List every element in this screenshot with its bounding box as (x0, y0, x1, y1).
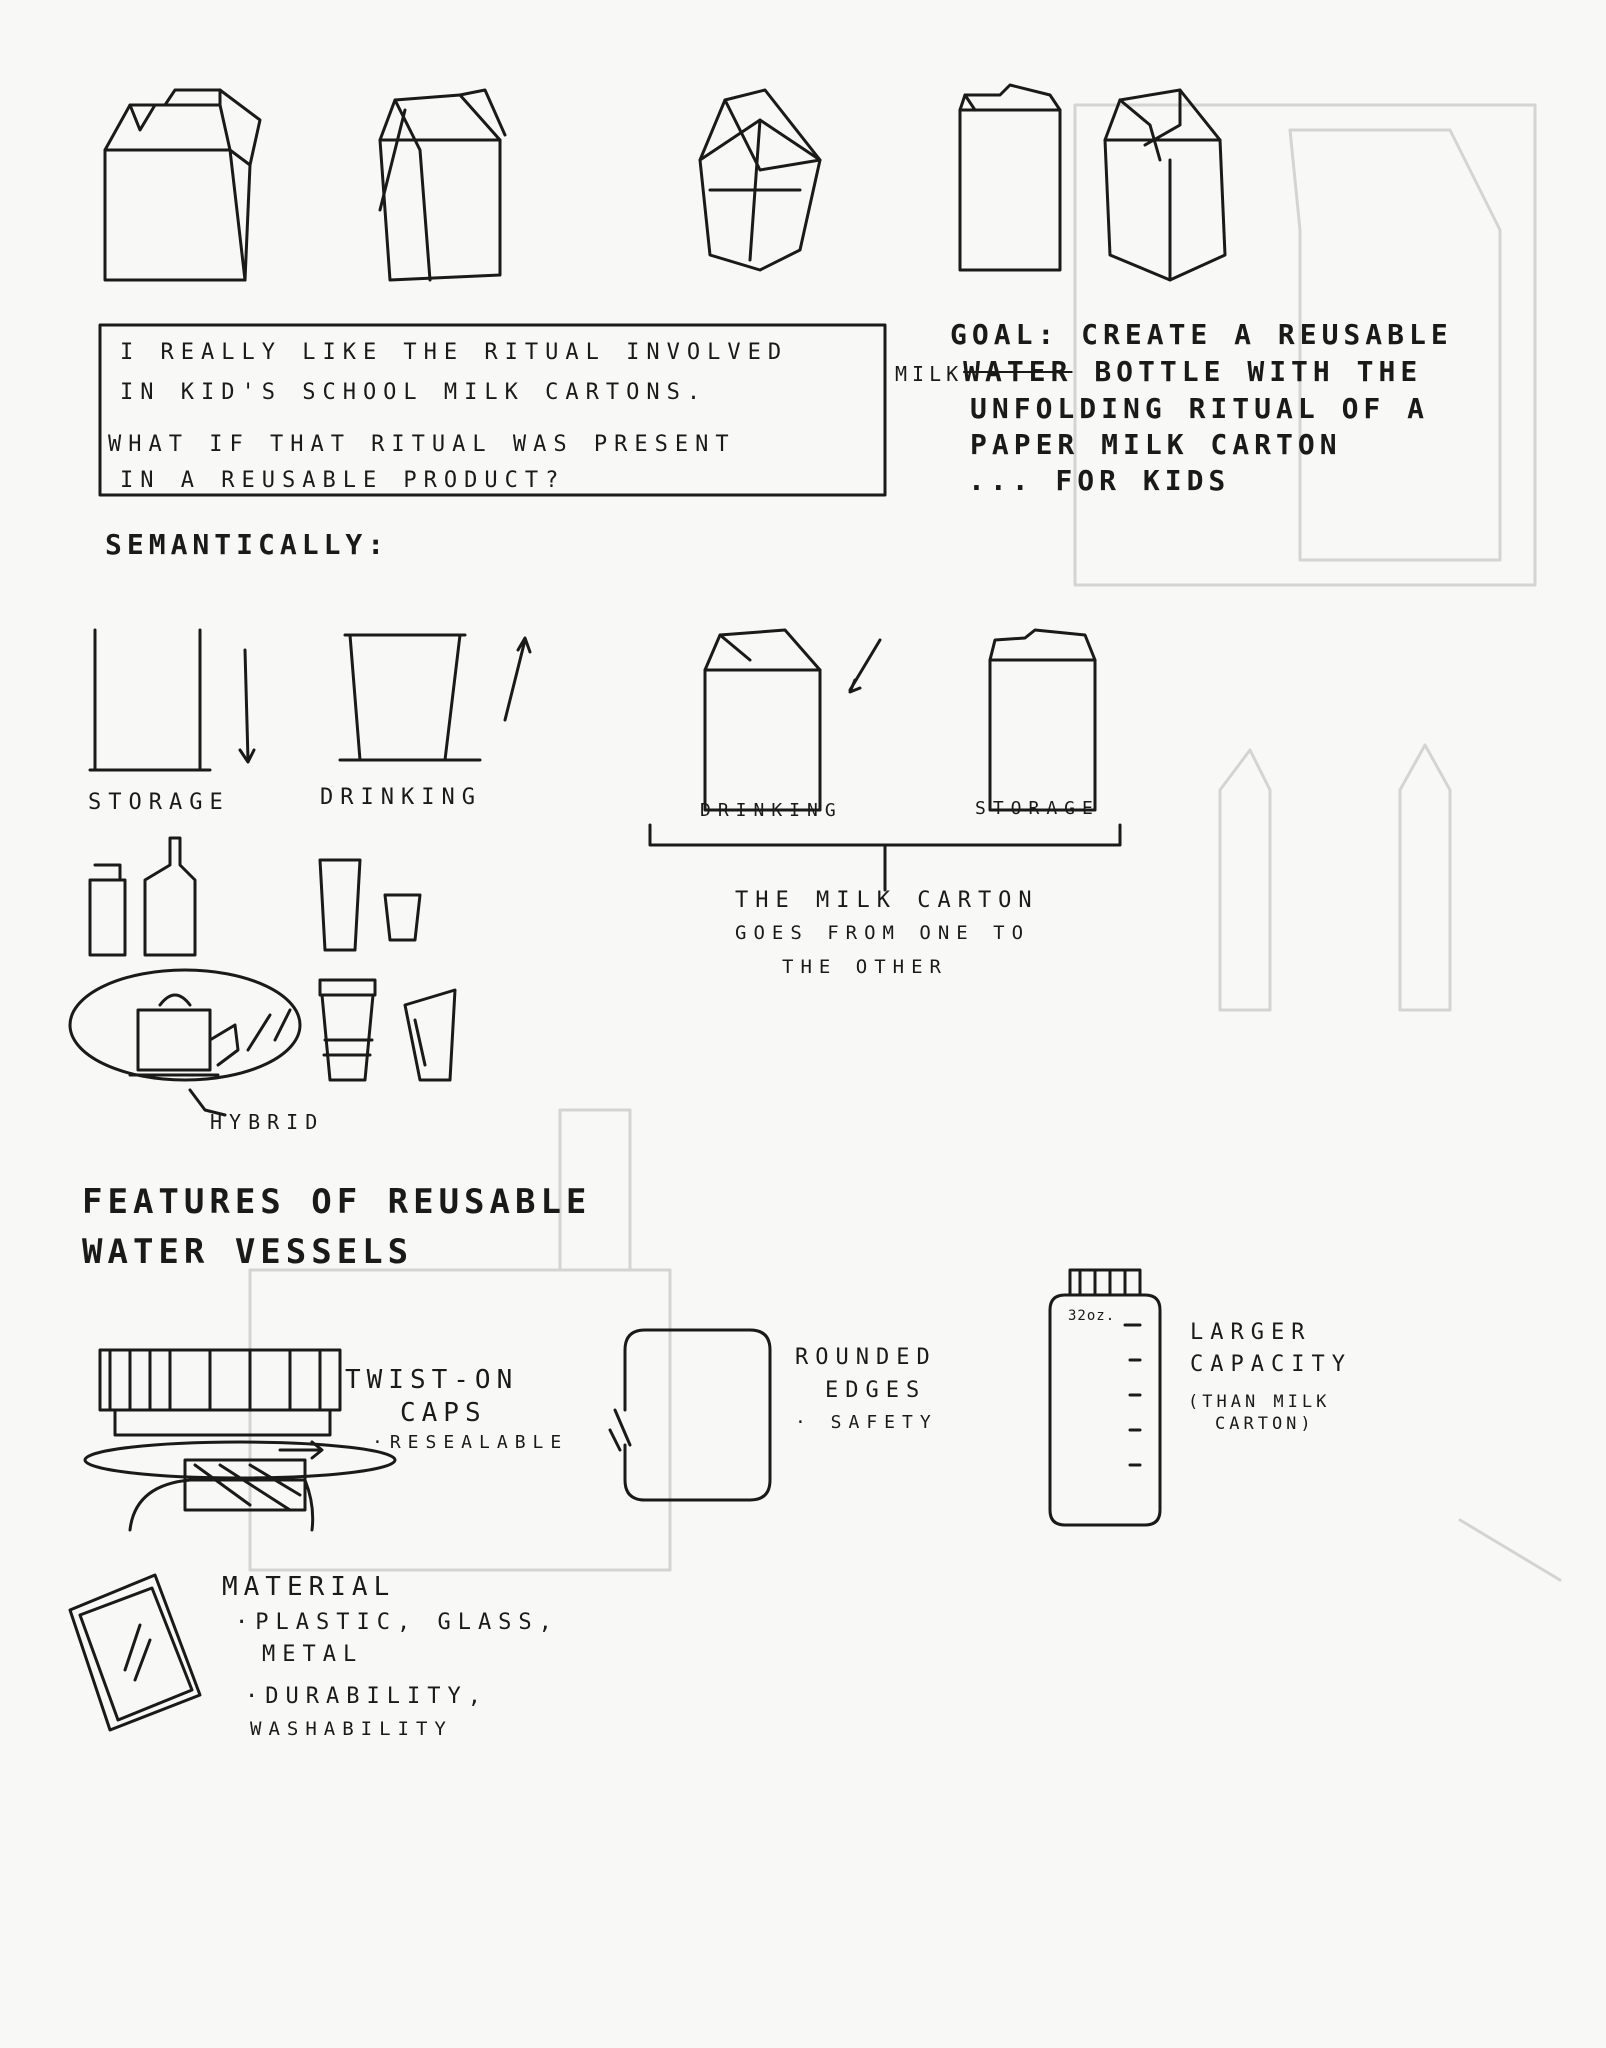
feature-sketches (50, 1270, 1250, 1750)
semantic-drinking-label-2: DRINKING (700, 800, 843, 821)
material-line-2: ·PLASTIC, GLASS, (235, 1610, 559, 1635)
material-line-5: WASHABILITY (250, 1718, 453, 1740)
milk-carton-sketches-row (60, 80, 1260, 310)
intro-line-3: WHAT IF THAT RITUAL WAS PRESENT (108, 432, 736, 457)
hybrid-label: HYBRID (210, 1110, 325, 1134)
goal-line-1: GOAL: CREATE A REUSABLE (950, 318, 1453, 351)
edges-line-2: EDGES (825, 1378, 927, 1403)
material-line-1: MATERIAL (222, 1572, 396, 1602)
goal-water-struck: WATER (963, 355, 1073, 388)
goal-line-2-rest: BOTTLE WITH THE (1094, 355, 1423, 388)
edges-line-3: · SAFETY (795, 1412, 938, 1433)
intro-line-1: I REALLY LIKE THE RITUAL INVOLVED (120, 340, 789, 365)
capacity-32oz-mark: 32oz. (1068, 1308, 1116, 1324)
features-heading-line-1: FEATURES OF REUSABLE (82, 1182, 592, 1222)
edges-line-1: ROUNDED (795, 1345, 937, 1370)
caps-line-1: TWIST-ON (345, 1365, 519, 1395)
caps-line-2: CAPS (400, 1398, 487, 1428)
capacity-line-1: LARGER (1190, 1320, 1312, 1345)
carton-note-line-2: GOES FROM ONE TO (735, 922, 1031, 944)
carton-note-line-1: THE MILK CARTON (735, 888, 1039, 913)
semantic-storage-label-2: STORAGE (975, 798, 1100, 819)
semantic-diagrams (60, 610, 1160, 1140)
goal-line-3: UNFOLDING RITUAL OF A (970, 392, 1430, 425)
semantic-drinking-label: DRINKING (320, 785, 482, 810)
intro-line-4: IN A REUSABLE PRODUCT? (120, 468, 566, 493)
intro-line-2: IN KID'S SCHOOL MILK CARTONS. (120, 380, 708, 405)
caps-line-3: ·RESEALABLE (372, 1432, 569, 1453)
material-line-4: ·DURABILITY, (245, 1684, 488, 1709)
features-heading-line-2: WATER VESSELS (82, 1232, 414, 1272)
material-line-3: METAL (262, 1642, 364, 1667)
goal-line-5: ... FOR KIDS (968, 464, 1231, 497)
goal-milk-word: MILK (895, 362, 964, 386)
goal-line-4: PAPER MILK CARTON (970, 428, 1342, 461)
capacity-line-3: (THAN MILK (1188, 1392, 1331, 1412)
semantic-storage-label: STORAGE (88, 790, 230, 815)
semantically-heading: SEMANTICALLY: (105, 528, 390, 561)
goal-line-2 (895, 355, 1422, 388)
capacity-line-2: CAPACITY (1190, 1352, 1352, 1377)
bleed-through-text (320, 40, 345, 73)
capacity-line-4: CARTON) (1215, 1414, 1315, 1434)
carton-note-line-3: THE OTHER (782, 956, 948, 978)
